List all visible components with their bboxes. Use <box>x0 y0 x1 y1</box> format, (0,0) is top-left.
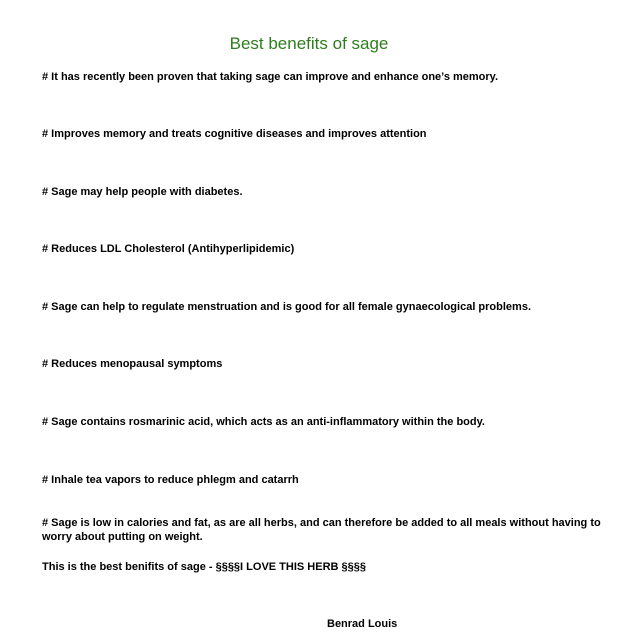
benefit-item: # Sage can help to regulate menstruation and is good for all female gynaecological problems. <box>42 301 532 313</box>
benefit-item: # Reduces LDL Cholesterol (Antihyperlipidemic) <box>42 243 295 255</box>
benefit-item: # Improves memory and treats cognitive diseases and improves attention <box>42 128 427 140</box>
benefit-item: # Sage is low in calories and fat, as are all herbs, and can therefore be added to all meals without having to worry about putting on weight. <box>42 517 601 543</box>
closing-statement: This is the best benifits of sage - §§§§I LOVE THIS HERB §§§§ <box>42 561 366 573</box>
benefit-item: # Reduces menopausal symptoms <box>42 358 223 370</box>
benefit-item: # Sage may help people with diabetes. <box>42 186 243 198</box>
benefit-item: # Sage contains rosmarinic acid, which acts as an anti-inflammatory within the body. <box>42 416 485 428</box>
author-signature: Benrad Louis <box>327 618 398 630</box>
page-title: Best benefits of sage <box>229 34 389 53</box>
benefit-item: # Inhale tea vapors to reduce phlegm and catarrh <box>42 474 299 486</box>
benefit-item: # It has recently been proven that taking sage can improve and enhance one’s memory. <box>42 71 499 83</box>
